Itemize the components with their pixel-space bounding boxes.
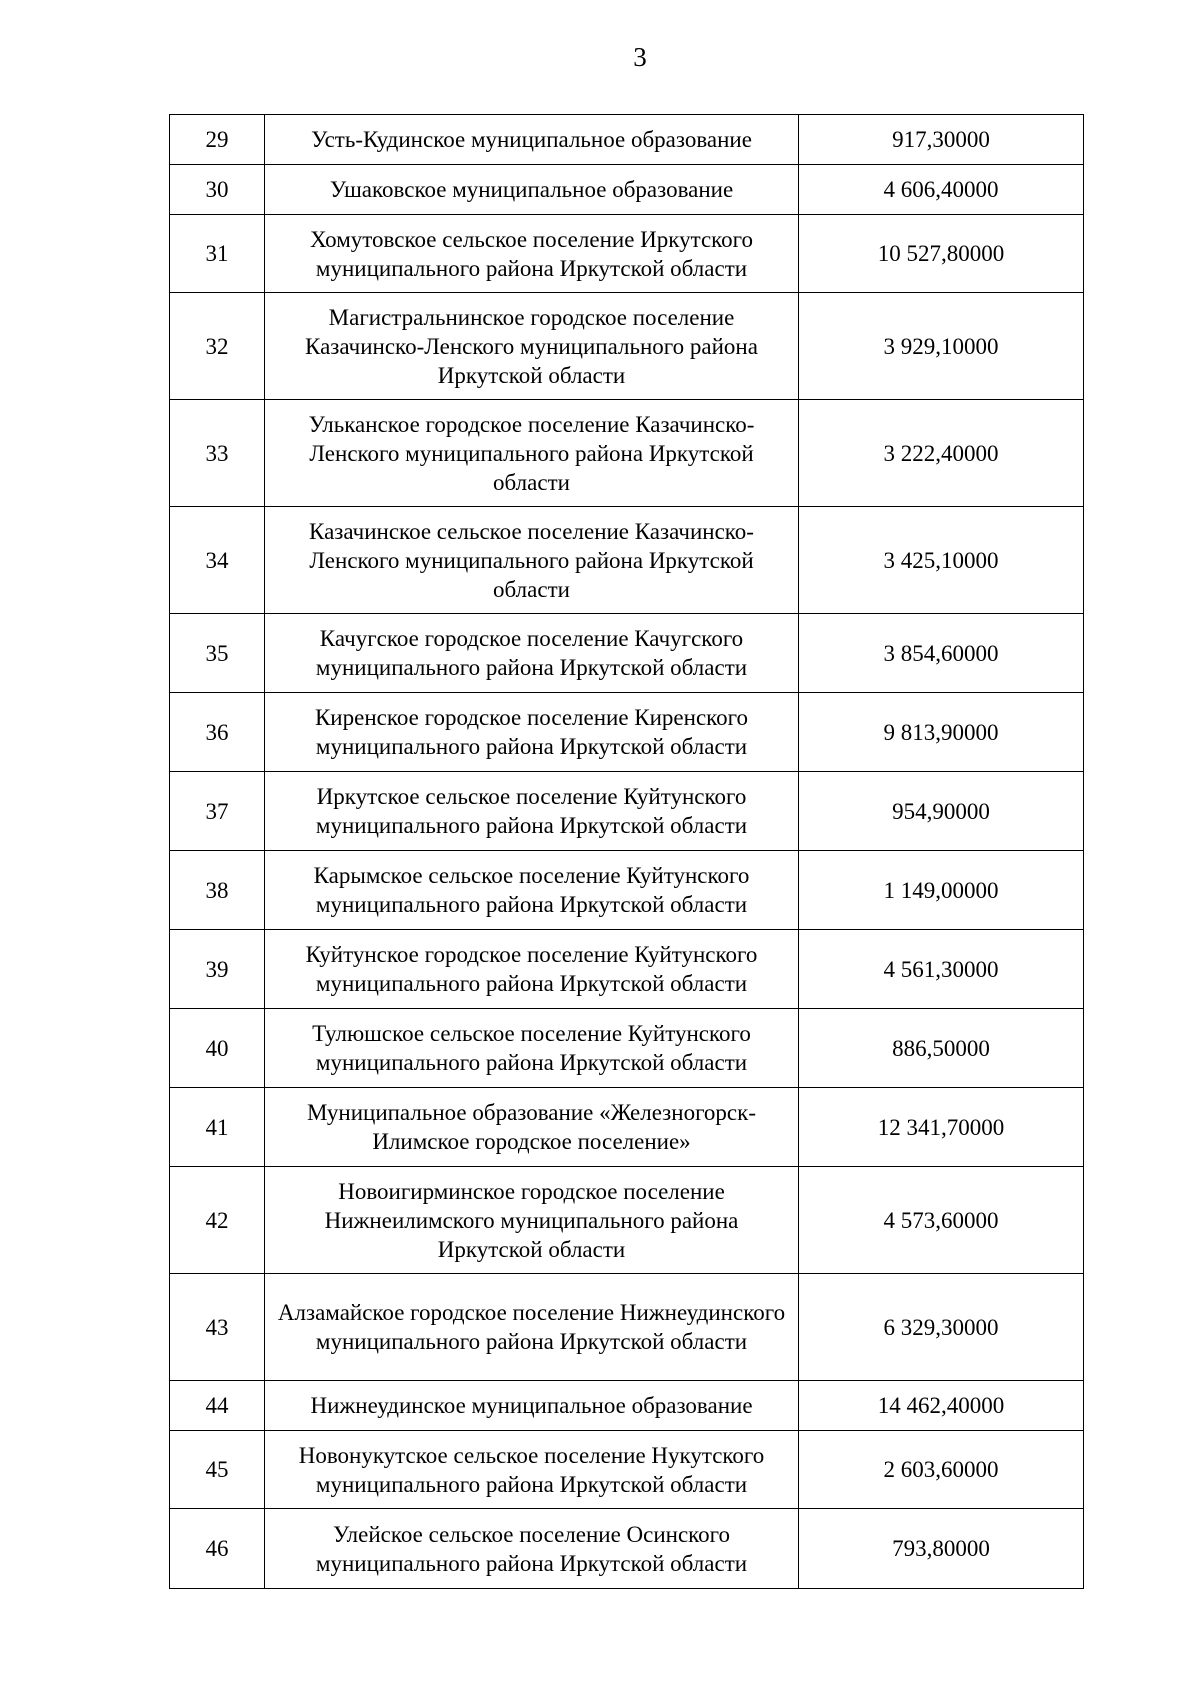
amount-value: 3 929,10000 <box>799 293 1084 400</box>
table-row <box>170 772 1084 851</box>
row-number: 46 <box>170 1509 265 1589</box>
table-row <box>170 1088 1084 1167</box>
row-number: 32 <box>170 293 265 400</box>
page-number: 3 <box>633 42 647 72</box>
municipality-name: Карымское сельское поселение Куйтунского муниципального района Иркутской области <box>265 851 799 930</box>
row-number: 37 <box>170 772 265 851</box>
table-row <box>170 215 1084 293</box>
table-row <box>170 1009 1084 1088</box>
table-row <box>170 1509 1084 1589</box>
table-row <box>170 293 1084 400</box>
amount-value: 954,90000 <box>799 772 1084 851</box>
amount-value: 4 573,60000 <box>799 1167 1084 1274</box>
row-number: 40 <box>170 1009 265 1088</box>
row-number: 43 <box>170 1274 265 1381</box>
municipality-name: Нижнеудинское муниципальное образование <box>265 1381 799 1431</box>
table-row <box>170 614 1084 693</box>
amount-value: 4 561,30000 <box>799 930 1084 1009</box>
municipality-name: Куйтунское городское поселение Куйтунского муниципального района Иркутской области <box>265 930 799 1009</box>
table-row <box>170 1381 1084 1431</box>
municipality-name: Новонукутское сельское поселение Нукутского муниципального района Иркутской области <box>265 1431 799 1509</box>
municipality-name: Улейское сельское поселение Осинского муниципального района Иркутской области <box>265 1509 799 1589</box>
amount-value: 793,80000 <box>799 1509 1084 1589</box>
row-number: 42 <box>170 1167 265 1274</box>
municipality-name: Муниципальное образование «Железногорск-Илимское городское поселение» <box>265 1088 799 1167</box>
table-row <box>170 1167 1084 1274</box>
amount-value: 3 854,60000 <box>799 614 1084 693</box>
row-number: 30 <box>170 165 265 215</box>
amount-value: 2 603,60000 <box>799 1431 1084 1509</box>
table-row <box>170 400 1084 507</box>
row-number: 38 <box>170 851 265 930</box>
row-number: 41 <box>170 1088 265 1167</box>
table-row <box>170 851 1084 930</box>
table-row <box>170 507 1084 614</box>
municipality-name: Иркутское сельское поселение Куйтунского муниципального района Иркутской области <box>265 772 799 851</box>
row-number: 36 <box>170 693 265 772</box>
row-number: 29 <box>170 115 265 165</box>
row-number: 39 <box>170 930 265 1009</box>
municipality-name: Хомутовское сельское поселение Иркутского муниципального района Иркутской области <box>265 215 799 293</box>
amount-value: 10 527,80000 <box>799 215 1084 293</box>
municipality-name: Новоигирминское городское поселение Нижнеилимского муниципального района Иркутской области <box>265 1167 799 1274</box>
municipality-name: Качугское городское поселение Качугского муниципального района Иркутской области <box>265 614 799 693</box>
municipality-name: Казачинское сельское поселение Казачинско-Ленского муниципального района Иркутской области <box>265 507 799 614</box>
municipality-name: Тулюшское сельское поселение Куйтунского муниципального района Иркутской области <box>265 1009 799 1088</box>
table-row <box>170 115 1084 165</box>
table-row <box>170 1274 1084 1381</box>
row-number: 31 <box>170 215 265 293</box>
table-row <box>170 930 1084 1009</box>
amount-value: 14 462,40000 <box>799 1381 1084 1431</box>
table-body <box>170 115 1084 1589</box>
table-row <box>170 165 1084 215</box>
allocation-table <box>169 114 1084 1589</box>
amount-value: 9 813,90000 <box>799 693 1084 772</box>
amount-value: 3 222,40000 <box>799 400 1084 507</box>
table-row <box>170 693 1084 772</box>
municipality-name: Алзамайское городское поселение Нижнеудинского муниципального района Иркутской области <box>265 1274 799 1381</box>
row-number: 34 <box>170 507 265 614</box>
row-number: 33 <box>170 400 265 507</box>
amount-value: 6 329,30000 <box>799 1274 1084 1381</box>
amount-value: 917,30000 <box>799 115 1084 165</box>
municipality-name: Киренское городское поселение Киренского муниципального района Иркутской области <box>265 693 799 772</box>
municipality-name: Ушаковское муниципальное образование <box>265 165 799 215</box>
municipality-name: Магистральнинское городское поселение Казачинско-Ленского муниципального района Иркутской области <box>265 293 799 400</box>
table-row <box>170 1431 1084 1509</box>
row-number: 35 <box>170 614 265 693</box>
municipality-name: Усть-Кудинское муниципальное образование <box>265 115 799 165</box>
amount-value: 3 425,10000 <box>799 507 1084 614</box>
row-number: 44 <box>170 1381 265 1431</box>
amount-value: 1 149,00000 <box>799 851 1084 930</box>
municipality-name: Ульканское городское поселение Казачинско-Ленского муниципального района Иркутской области <box>265 400 799 507</box>
amount-value: 4 606,40000 <box>799 165 1084 215</box>
amount-value: 886,50000 <box>799 1009 1084 1088</box>
row-number: 45 <box>170 1431 265 1509</box>
amount-value: 12 341,70000 <box>799 1088 1084 1167</box>
